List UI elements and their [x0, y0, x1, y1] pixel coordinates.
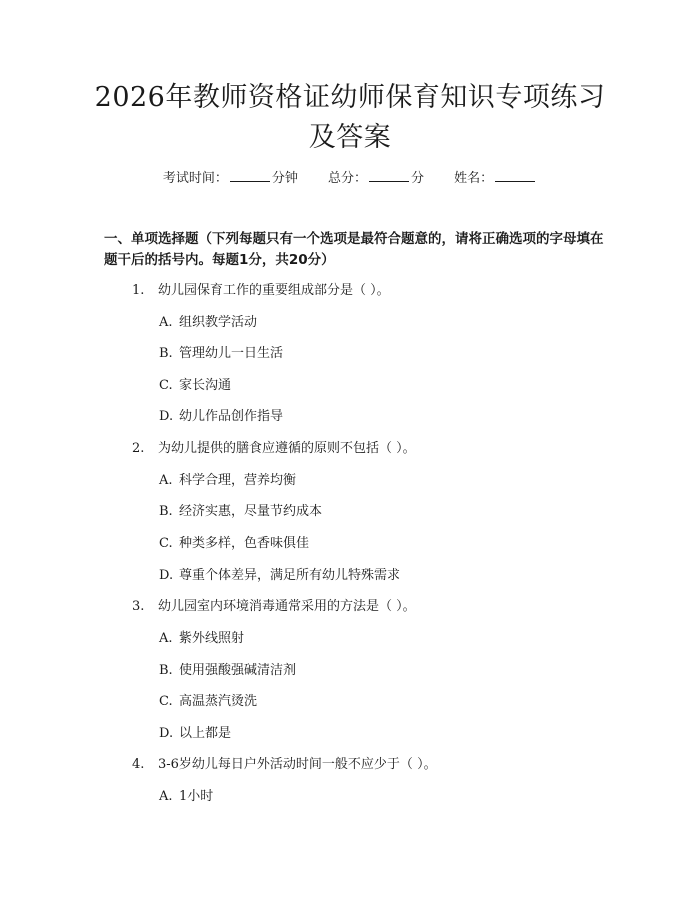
exam-time-label: 考试时间： [162, 171, 228, 186]
name-label: 姓名： [454, 171, 494, 186]
option-1c [159, 377, 231, 395]
option-letter: B. [159, 504, 173, 519]
option-letter: C. [159, 536, 173, 551]
option-text: 组织教学活动 [179, 315, 258, 330]
name-blank [495, 169, 535, 182]
total-score-unit: 分 [411, 171, 425, 186]
option-1a [159, 314, 257, 332]
exam-time-unit: 分钟 [271, 171, 298, 186]
question-2 [132, 440, 416, 458]
question-number: 2. [132, 441, 145, 456]
option-text: 1小时 [179, 789, 214, 804]
option-text: 尊重个体差异，满足所有幼儿特殊需求 [179, 568, 401, 583]
option-letter: A. [159, 473, 173, 488]
question-text: 幼儿园保育工作的重要组成部分是（ ）。 [158, 283, 390, 298]
option-3d [159, 725, 231, 743]
option-letter: B. [159, 663, 173, 678]
total-score-blank [369, 169, 409, 182]
exam-time-blank [230, 169, 270, 182]
option-2b [159, 503, 322, 521]
option-3c [159, 693, 257, 711]
option-letter: C. [159, 694, 173, 709]
exam-time-field [163, 169, 298, 188]
option-text: 家长沟通 [179, 378, 232, 393]
option-text: 紫外线照射 [179, 631, 245, 646]
option-letter: A. [159, 631, 173, 646]
option-2a [159, 472, 296, 490]
question-number: 1. [132, 283, 145, 298]
total-score-field [328, 169, 424, 188]
option-1d [159, 408, 283, 426]
question-3 [132, 598, 416, 616]
option-text: 科学合理，营养均衡 [179, 473, 297, 488]
option-letter: D. [159, 568, 174, 583]
option-text: 以上都是 [179, 726, 232, 741]
exam-info-line [0, 169, 700, 188]
section-heading: 一、单项选择题（下列每题只有一个选项是最符合题意的，请将正确选项的字母填在题干后的括号内。每题1分，共20分） [104, 231, 604, 268]
option-letter: C. [159, 378, 173, 393]
question-text: 为幼儿提供的膳食应遵循的原则不包括（ ）。 [158, 441, 416, 456]
option-2d [159, 567, 400, 585]
option-letter: A. [159, 315, 173, 330]
option-4a [159, 788, 213, 806]
option-text: 高温蒸汽烫洗 [179, 694, 258, 709]
option-letter: D. [159, 409, 174, 424]
option-3b [159, 662, 296, 680]
option-3a [159, 630, 244, 648]
document-title: 2026年教师资格证幼师保育知识专项练习及答案 [94, 82, 606, 153]
option-letter: A. [159, 789, 173, 804]
question-text: 3-6岁幼儿每日户外活动时间一般不应少于（ ）。 [158, 757, 437, 772]
question-1 [132, 282, 390, 300]
option-text: 幼儿作品创作指导 [179, 409, 284, 424]
question-number: 4. [132, 757, 145, 772]
option-letter: B. [159, 346, 173, 361]
name-field [454, 169, 537, 188]
option-2c [159, 535, 309, 553]
option-text: 种类多样，色香味俱佳 [179, 536, 310, 551]
question-number: 3. [132, 599, 145, 614]
option-text: 经济实惠，尽量节约成本 [179, 504, 323, 519]
question-text: 幼儿园室内环境消毒通常采用的方法是（ ）。 [158, 599, 416, 614]
total-score-label: 总分： [327, 171, 367, 186]
option-text: 使用强酸强碱清洁剂 [179, 663, 297, 678]
question-4 [132, 756, 437, 774]
option-text: 管理幼儿一日生活 [179, 346, 284, 361]
option-1b [159, 345, 283, 363]
option-letter: D. [159, 726, 174, 741]
